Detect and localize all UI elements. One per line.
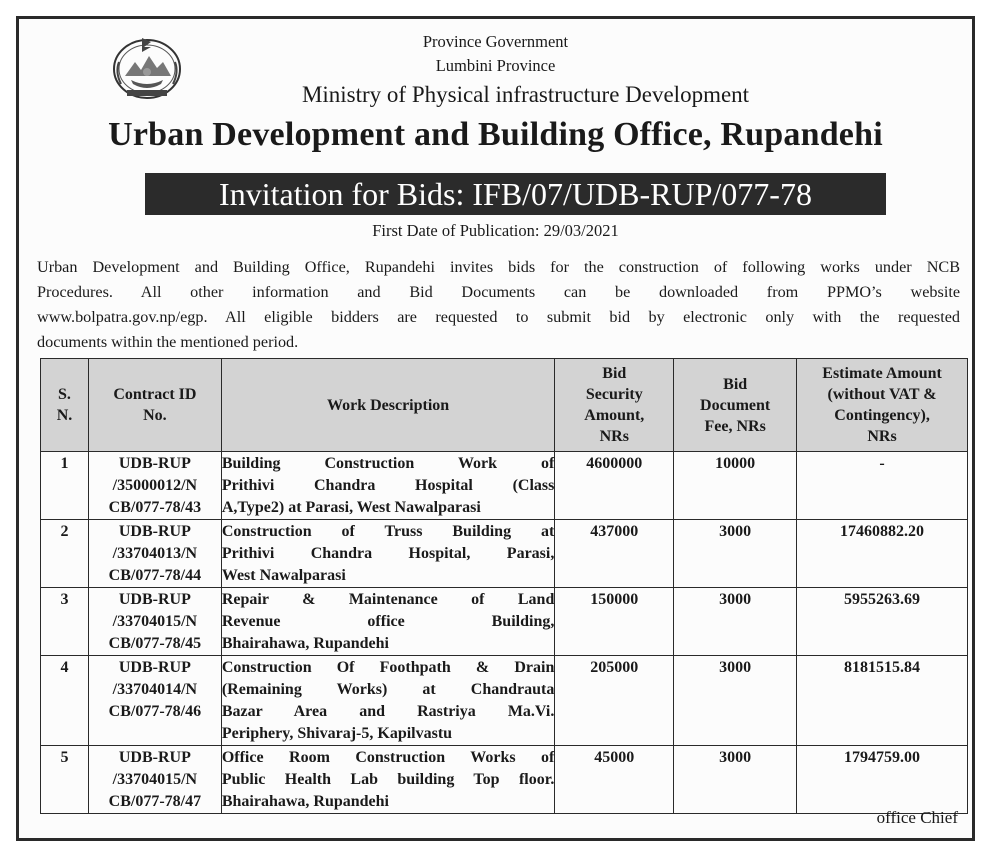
cell-bid-security: 437000 <box>555 520 674 588</box>
header-sn: S. N. <box>41 359 89 452</box>
header-work-description: Work Description <box>221 359 555 452</box>
cell-document-fee: 3000 <box>674 588 797 656</box>
table-row <box>41 746 968 814</box>
ministry-name: Ministry of Physical infrastructure Development <box>301 82 750 107</box>
cell-work-description: Construction of Truss Building at Prithivi Chandra Hospital, Parasi, West Nawalparasi <box>221 520 555 588</box>
cell-document-fee: 10000 <box>674 452 797 520</box>
intro-paragraph <box>37 255 960 355</box>
cell-work-description: Construction Of Foothpath & Drain (Remaining Works) at Chandrauta Bazar Area and Rastriya Ma.Vi. Periphery, Shivaraj-5, Kapilvastu <box>221 656 555 746</box>
cell-estimate-amount: 8181515.84 <box>797 656 968 746</box>
intro-line: Procedures. All other information and Bid Documents can be downloaded from PPMO’s website <box>37 283 960 301</box>
publication-date: First Date of Publication: 29/03/2021 <box>372 221 619 240</box>
table-row <box>41 452 968 520</box>
ifb-banner: Invitation for Bids: IFB/07/UDB-RUP/077-78 <box>145 173 886 215</box>
cell-estimate-amount: 17460882.20 <box>797 520 968 588</box>
header-bid-security: Bid Security Amount, NRs <box>555 359 674 452</box>
table-row <box>41 520 968 588</box>
office-title: Urban Development and Building Office, Rupandehi <box>108 116 883 153</box>
cell-bid-security: 205000 <box>555 656 674 746</box>
cell-sn: 1 <box>41 452 89 520</box>
header-contract-id: Contract ID No. <box>88 359 221 452</box>
intro-line: www.bolpatra.gov.np/egp. All eligible bidders are requested to submit bid by electronic only with the requested <box>37 308 960 326</box>
cell-sn: 3 <box>41 588 89 656</box>
cell-estimate-amount: - <box>797 452 968 520</box>
cell-bid-security: 4600000 <box>555 452 674 520</box>
intro-line: Urban Development and Building Office, Rupandehi invites bids for the construction of following works under NCB <box>37 258 960 276</box>
bids-table <box>40 358 968 814</box>
intro-line: documents within the mentioned period. <box>37 333 299 351</box>
signoff: office Chief <box>876 808 958 827</box>
cell-bid-security: 150000 <box>555 588 674 656</box>
province-government: Province Government <box>422 32 569 51</box>
cell-sn: 2 <box>41 520 89 588</box>
table-header-row <box>41 359 968 452</box>
table-row <box>41 656 968 746</box>
header-document-fee: Bid Document Fee, NRs <box>674 359 797 452</box>
cell-estimate-amount: 1794759.00 <box>797 746 968 814</box>
cell-contract-id: UDB-RUP /33704015/N CB/077-78/45 <box>88 588 221 656</box>
notice-frame <box>16 16 975 841</box>
cell-contract-id: UDB-RUP /33704015/N CB/077-78/47 <box>88 746 221 814</box>
cell-bid-security: 45000 <box>555 746 674 814</box>
cell-work-description: Building Construction Work of Prithivi Chandra Hospital (Class A,Type2) at Parasi, West Nawalparasi <box>221 452 555 520</box>
cell-sn: 4 <box>41 656 89 746</box>
cell-contract-id: UDB-RUP /33704013/N CB/077-78/44 <box>88 520 221 588</box>
cell-document-fee: 3000 <box>674 656 797 746</box>
cell-contract-id: UDB-RUP /35000012/N CB/077-78/43 <box>88 452 221 520</box>
province-name: Lumbini Province <box>435 56 556 75</box>
cell-document-fee: 3000 <box>674 520 797 588</box>
header-estimate-amount: Estimate Amount (without VAT & Contingency), NRs <box>797 359 968 452</box>
cell-work-description: Office Room Construction Works of Public Health Lab building Top floor. Bhairahawa, Rupandehi <box>221 746 555 814</box>
cell-work-description: Repair & Maintenance of Land Revenue office Building, Bhairahawa, Rupandehi <box>221 588 555 656</box>
cell-document-fee: 3000 <box>674 746 797 814</box>
cell-contract-id: UDB-RUP /33704014/N CB/077-78/46 <box>88 656 221 746</box>
cell-sn: 5 <box>41 746 89 814</box>
table-row <box>41 588 968 656</box>
cell-estimate-amount: 5955263.69 <box>797 588 968 656</box>
